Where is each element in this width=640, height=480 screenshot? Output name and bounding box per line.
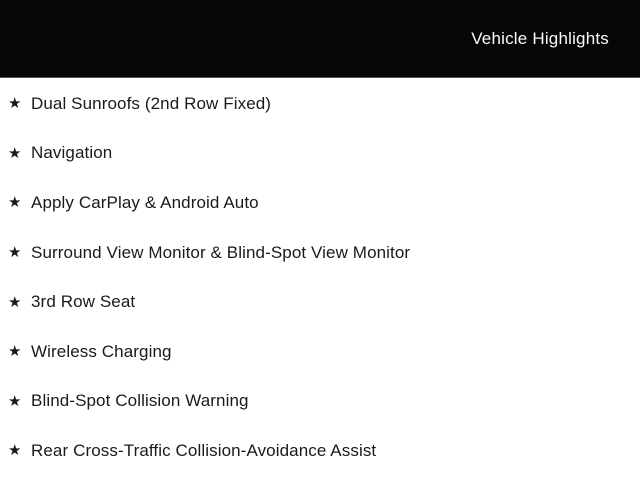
list-item [0, 228, 640, 278]
highlights-list [0, 78, 640, 480]
list-item [0, 178, 640, 228]
list-item [0, 327, 640, 377]
list-item-label: 3rd Row Seat [31, 292, 136, 312]
star-icon: ★ [8, 244, 22, 262]
star-icon: ★ [8, 392, 22, 410]
list-item-label: Navigation [31, 143, 113, 163]
list-item [0, 426, 640, 476]
list-item-label: Surround View Monitor & Blind-Spot View Monitor [31, 242, 411, 262]
list-item [0, 79, 640, 129]
star-icon: ★ [8, 293, 22, 311]
list-item-label: Blind-Spot Collision Warning [31, 391, 249, 411]
star-icon: ★ [8, 343, 22, 361]
list-item-label: Apply CarPlay & Android Auto [31, 192, 259, 212]
star-icon: ★ [8, 442, 22, 460]
star-icon: ★ [8, 95, 22, 113]
list-item-label: Wireless Charging [31, 341, 172, 361]
star-icon: ★ [8, 194, 22, 212]
header-bar [0, 0, 640, 78]
list-item [0, 277, 640, 327]
page-title: Vehicle Highlights [471, 28, 609, 48]
list-item-label: Dual Sunroofs (2nd Row Fixed) [31, 93, 272, 113]
star-icon: ★ [8, 144, 22, 162]
list-item [0, 129, 640, 179]
list-item-label: Rear Cross-Traffic Collision-Avoidance Assist [31, 440, 377, 460]
list-item [0, 377, 640, 427]
